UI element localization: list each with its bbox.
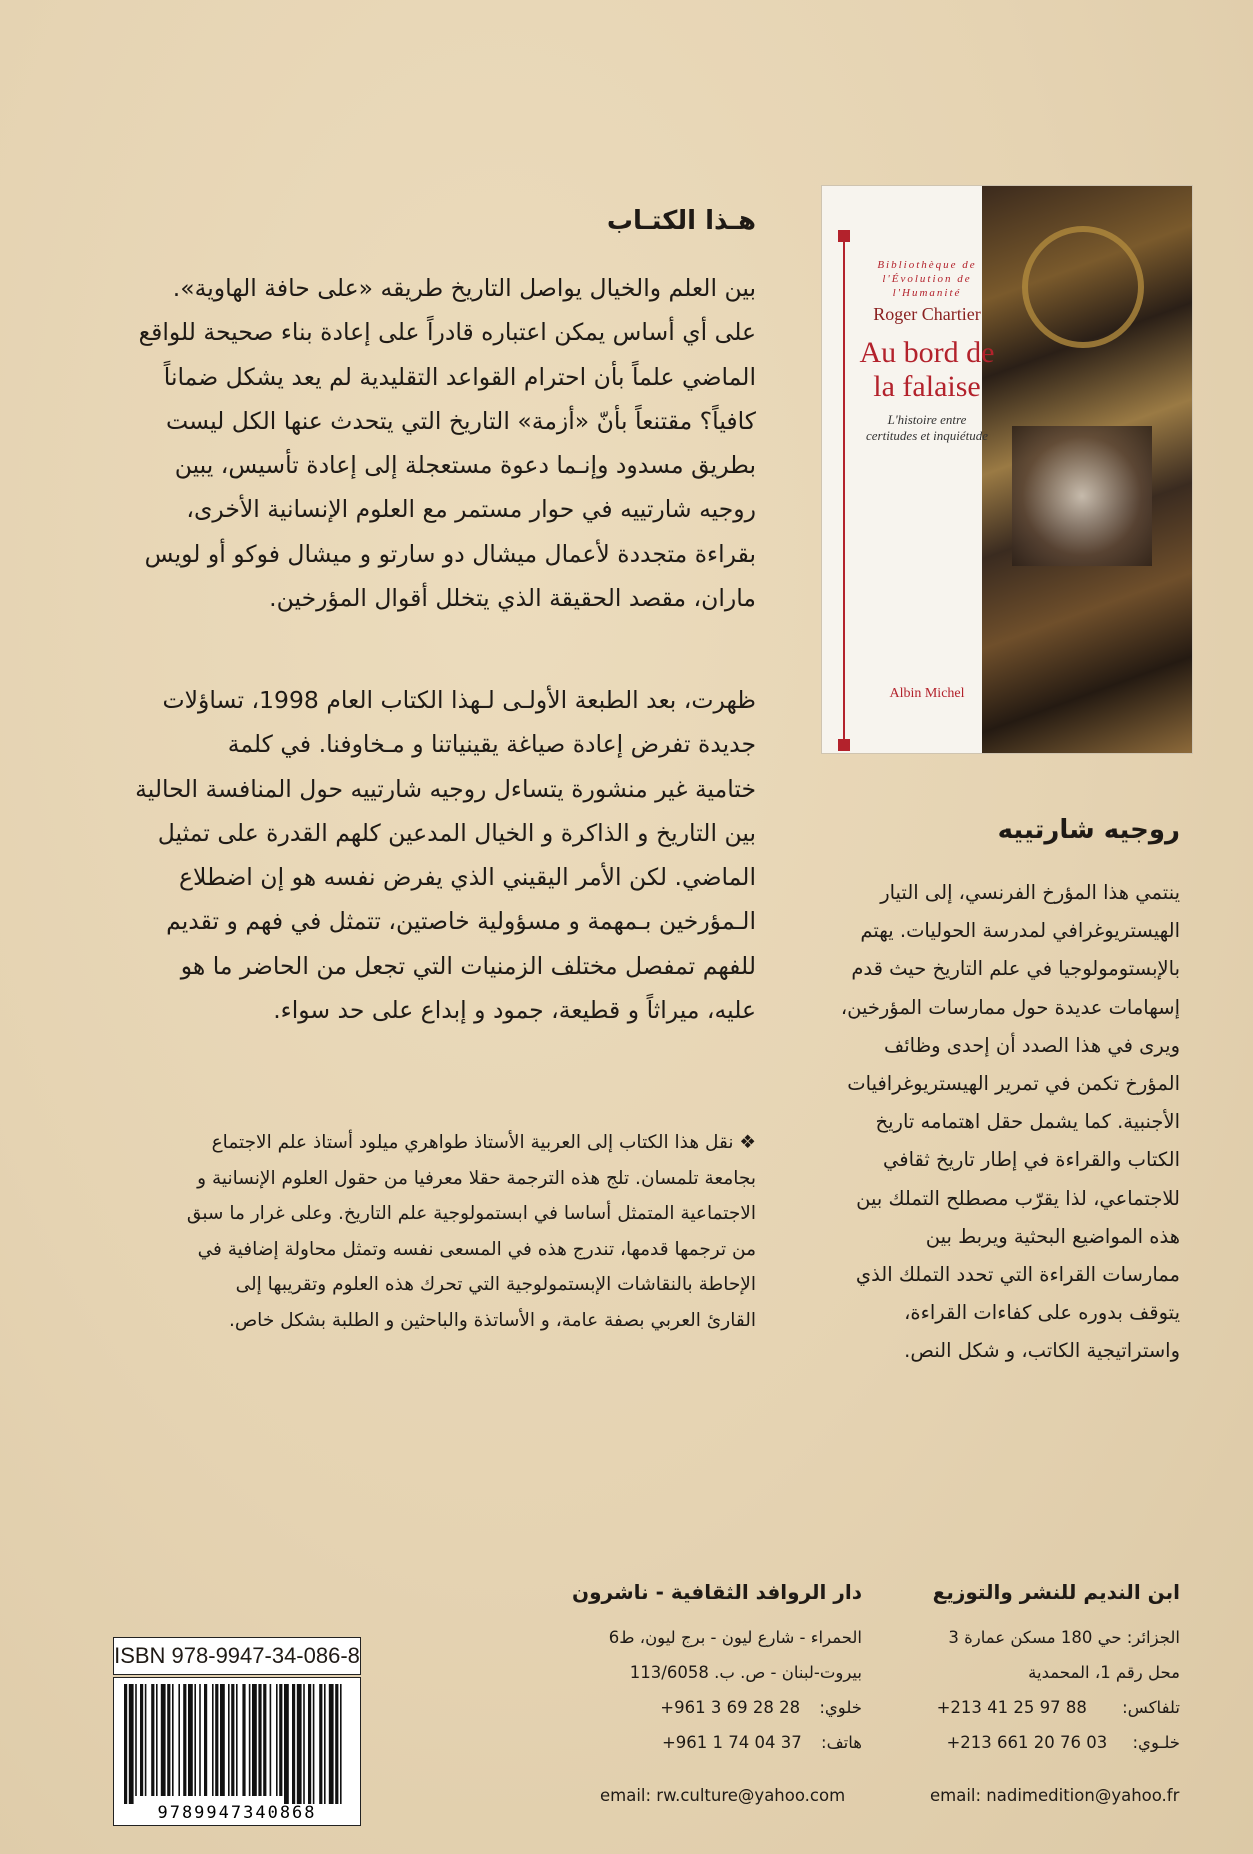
text-line: بالإبستومولوجيا في علم التاريخ حيث قدم (851, 957, 1180, 981)
publisher-right-name: ابن النديم للنشر والتوزيع (932, 1580, 1180, 1604)
barcode-bar (276, 1684, 278, 1796)
barcode-bar (135, 1684, 137, 1796)
barcode-bar (215, 1684, 218, 1796)
text-line: ظهرت، بعد الطبعة الأولـى لـهذا الكتاب العام 1998، تساؤلات (162, 686, 756, 714)
text-line: جديدة تفرض إعادة صياغة يقينياتنا و مـخاوفنا. في كلمة (227, 730, 756, 759)
barcode-bar (292, 1684, 295, 1804)
isbn-label: ISBN 978-9947-34-086-8 (113, 1637, 361, 1675)
author-heading: روجيه شارتييه (997, 815, 1180, 845)
text-line: بين العلم والخيال يواصل التاريخ طريقه «على حافة الهاوية». (172, 274, 756, 302)
text-line: عليه، ميراثاً و قطيعة، جمود و إبداع على حد سواء. (273, 996, 756, 1025)
barcode-bar (231, 1684, 234, 1796)
barcode-bar (124, 1684, 127, 1804)
text-line: الكتاب والقراءة في إطار تاريخ ثقافي (883, 1148, 1180, 1172)
barcode-bar (319, 1684, 322, 1804)
publisher-middle-name: دار الروافد الثقافية - ناشرون (572, 1580, 862, 1604)
text-line: الاجتماعية المتمثل أساسا في ابستمولوجية علم التاريخ. وعلى غرار ما سبق (186, 1203, 756, 1224)
text-line: الإحاطة بالنقاشات الإبستمولوجية التي تحرك هذه العلوم وتقريبها إلى (235, 1274, 756, 1295)
text-line: المؤرخ تكمن في تمرير الهيستريوغرافيات (847, 1072, 1180, 1096)
text-line: ويرى في هذا الصدد أن إحدى وظائف (884, 1033, 1180, 1057)
cover-series: Bibliothèque de l'Évolution de l'Humanité (877, 259, 977, 299)
text-line: إسهامات عديدة حول ممارسات المؤرخين، (840, 995, 1180, 1019)
barcode-bar (270, 1684, 272, 1796)
text-line: القارئ العربي بصفة عامة، و الأساتذة والباحثين و الطلبة بشكل خاص. (228, 1309, 756, 1331)
text-line: على أي أساس يمكن اعتباره قادراً على إعادة بناء صحيحة للواقع (138, 318, 756, 347)
cover-publisher: Albin Michel (889, 686, 965, 701)
barcode-bar (308, 1684, 311, 1804)
barcode-bar (263, 1684, 266, 1796)
text-line: هذه المواضيع البحثية ويربط بين (925, 1224, 1180, 1248)
text-line: للاجتماعي، لذا يقرّب مصطلح التملك بين (856, 1186, 1180, 1210)
about-book-heading: هـذا الكتـاب (606, 206, 756, 236)
barcode-bar (199, 1684, 201, 1796)
text-line: يتوقف بدوره على كفاءات القراءة، (904, 1301, 1180, 1325)
publisher-middle-mobile-row (550, 1690, 862, 1725)
text-line: ماران، مقصد الحقيقة الذي يتخلل أقوال المؤرخين. (269, 584, 756, 613)
mobile-number: +961 3 69 28 28 (660, 1698, 801, 1717)
text-line: بقراءة متجددة لأعمال ميشال دو سارتو و ميشال فوكو أو لويس (144, 539, 756, 568)
barcode-bar (145, 1684, 147, 1796)
barcode-bar (204, 1684, 207, 1796)
barcode-bar (279, 1684, 282, 1796)
mobile-label: خلـوي: (1132, 1733, 1180, 1752)
text-line: ينتمي هذا المؤرخ الفرنسي، إلى التيار (880, 881, 1180, 904)
text-line: الأجنبية. كما يشمل حقل اهتمامه تاريخ (875, 1110, 1180, 1134)
book-cover-thumbnail (822, 186, 1192, 753)
publisher-right-address-1: الجزائر: حي 180 مسكن عمارة 3 (948, 1628, 1180, 1647)
barcode-bar (161, 1684, 166, 1796)
barcode-bar (156, 1684, 158, 1796)
text-line: بطريق مسدود وإنـما دعوة مستعجلة إلى إعادة تأسيس، يبين (174, 451, 756, 480)
cover-title-line1: Au bord de (859, 336, 995, 369)
barcode-digits: 9789947340868 (157, 1803, 317, 1823)
barcode-bar (220, 1684, 225, 1796)
barcode-bar (236, 1684, 238, 1796)
publisher-right-block (890, 1580, 1180, 1760)
barcode-bar (303, 1684, 305, 1804)
barcode-bar (329, 1684, 334, 1804)
barcode-bar (297, 1684, 302, 1804)
barcode-bar (228, 1684, 230, 1796)
cover-painting-image (982, 186, 1192, 753)
barcode-bar (340, 1684, 342, 1804)
barcode-bar (313, 1684, 315, 1804)
text-line: واستراتيجية الكاتب، و شكل النص. (904, 1339, 1180, 1363)
publisher-middle-phone-row (550, 1725, 862, 1760)
text-line: بجامعة تلمسان. تلج هذه الترجمة حقلا معرفيا من حقول العلوم الإنسانية و (197, 1167, 756, 1189)
barcode-bar (151, 1684, 154, 1796)
phone-label: هاتف: (821, 1733, 862, 1752)
barcode-bar (258, 1684, 261, 1796)
publisher-middle-block (550, 1580, 862, 1760)
barcode-bar (140, 1684, 143, 1796)
publisher-right-fax-row (890, 1690, 1180, 1725)
barcode-bar (194, 1684, 196, 1796)
text-line: من ترجمها قدمها، تندرج هذه في المسعى نفسه وتمثل محاولة إضافية في (197, 1238, 756, 1260)
publisher-middle-address-2: بيروت-لبنان - ص. ب. 113/6058 (629, 1663, 862, 1682)
publisher-right-address-2: محل رقم 1، المحمدية (1028, 1663, 1180, 1682)
barcode-bar (284, 1684, 289, 1804)
mobile-label: خلوي: (819, 1698, 862, 1717)
publisher-right-mobile-row (890, 1725, 1180, 1760)
cover-red-rule (843, 236, 845, 744)
isbn-barcode (113, 1677, 361, 1826)
text-line: الماضي علماً بأن احترام القواعد التقليدية لم يعد يشكل ضماناً (163, 362, 756, 391)
fax-number: +213 41 25 97 88 (936, 1698, 1087, 1717)
barcode-bar (335, 1684, 338, 1804)
cover-author: Roger Chartier (873, 304, 981, 324)
barcode-bar (242, 1684, 245, 1796)
text-line: ❖ نقل هذا الكتاب إلى العربية الأستاذ طواهري ميلود أستاذ علم الاجتماع (211, 1132, 756, 1153)
about-book-para1 (117, 266, 756, 620)
text-line: روجيه شارتييه في حوار مستمر مع العلوم الإنسانية الأخرى، (186, 495, 756, 524)
text-line: الماضي. لكن الأمر اليقيني الذي يفرض نفسه هو إن اضطلاع (179, 863, 756, 892)
text-line: كافياً؟ مقتنعاً بأنّ «أزمة» التاريخ التي يتحدث عنها الكل ليست (166, 406, 756, 435)
barcode-bar (249, 1684, 251, 1796)
barcode-bar (183, 1684, 186, 1796)
author-bio (818, 874, 1180, 1371)
cover-subtitle-line2: certitudes et inquiétude (865, 428, 989, 443)
text-line: ختامية غير منشورة يتساءل روجيه شارتييه حول المنافسة الحالية (135, 774, 756, 803)
publisher-middle-email[interactable]: email: rw.culture@yahoo.com (600, 1786, 846, 1805)
publisher-middle-address-1: الحمراء - شارع ليون - برج ليون، ط6 (608, 1628, 862, 1647)
cover-title-line2: la falaise (873, 370, 981, 403)
barcode-bar (172, 1684, 174, 1796)
fax-label: تلفاكس: (1122, 1698, 1180, 1717)
barcode-bar (129, 1684, 134, 1804)
barcode-bars (114, 1678, 360, 1825)
barcode-bar (188, 1684, 193, 1796)
text-line: ممارسات القراءة التي تحدد التملك الذي (855, 1263, 1180, 1287)
barcode-bar (324, 1684, 326, 1804)
cover-red-square-bottom (838, 739, 850, 751)
publisher-right-email[interactable]: email: nadimedition@yahoo.fr (930, 1786, 1180, 1805)
text-line: بين التاريخ و الذاكرة و الخيال المدعين كلهم القدرة على تمثيل (157, 818, 756, 847)
barcode-bar (167, 1684, 170, 1796)
phone-number: +961 1 74 04 37 (661, 1733, 802, 1752)
about-book-para2 (117, 678, 756, 1032)
text-line: الهيستريوغرافي لمدرسة الحوليات. يهتم (860, 919, 1180, 943)
text-line: الـمؤرخين بـمهمة و مسؤولية خاصتين، تتمثل في فهم و تقديم (166, 907, 756, 936)
text-line: للفهم تمفصل مختلف الزمنيات التي تجعل من الحاضر ما هو (180, 951, 756, 980)
cover-red-square-top (838, 230, 850, 242)
translation-note (172, 1125, 756, 1338)
cover-subtitle-line1: L'histoire entre (887, 412, 967, 427)
barcode-bar (252, 1684, 257, 1796)
barcode-bar (178, 1684, 180, 1796)
barcode-bar (212, 1684, 214, 1796)
mobile-number: +213 661 20 76 03 (946, 1733, 1108, 1752)
